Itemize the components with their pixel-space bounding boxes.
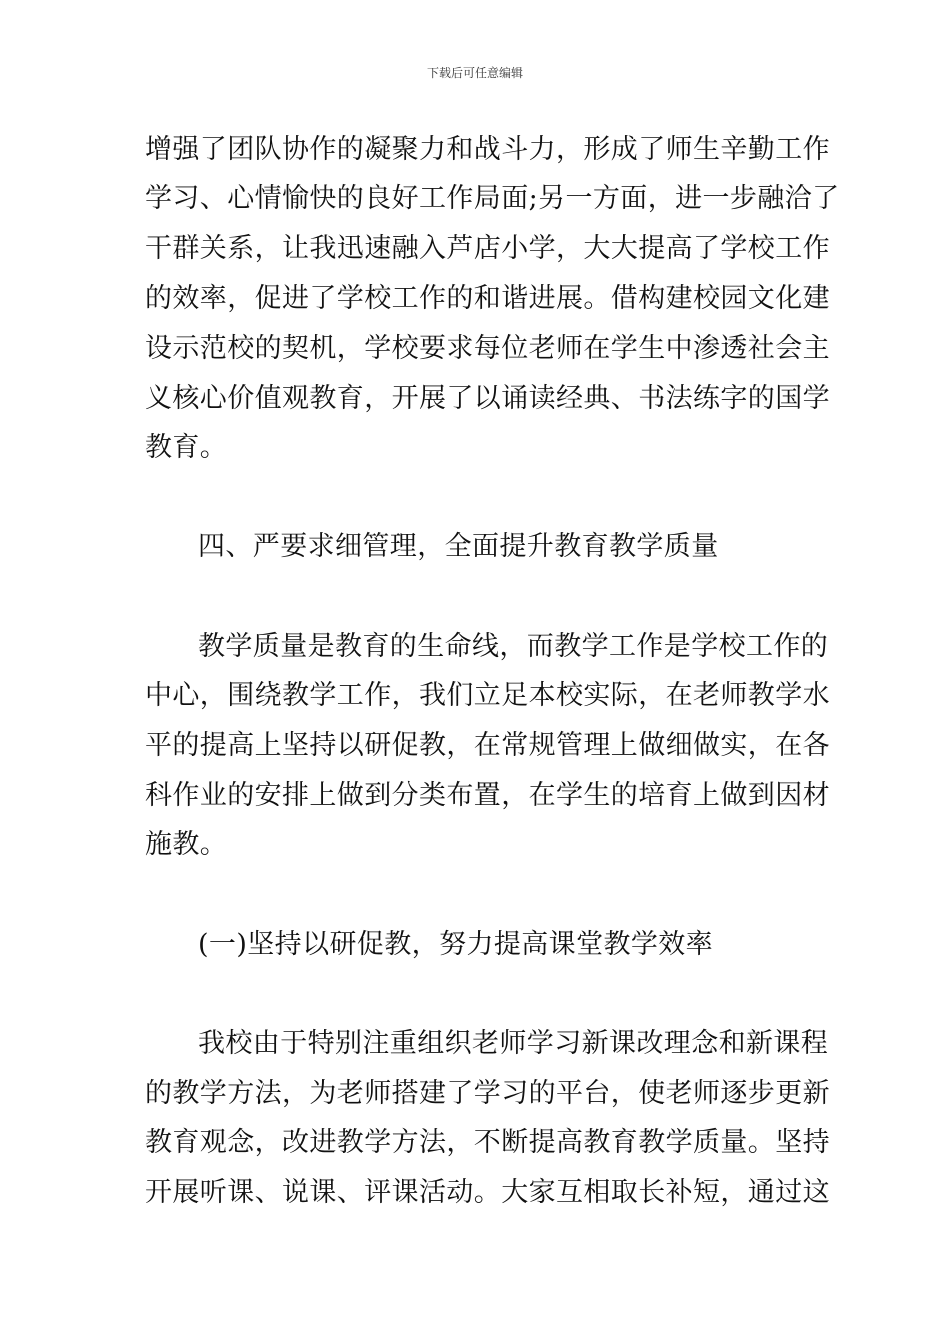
text-line: 我校由于特别注重组织老师学习新课改理念和新课程 <box>198 1028 829 1059</box>
text-line: 的教学方法，为老师搭建了学习的平台，使老师逐步更新 <box>145 1078 830 1109</box>
text-line: 施教。 <box>145 829 228 860</box>
text-line: 教育观念，改进教学方法，不断提高教育教学质量。坚持 <box>145 1127 830 1158</box>
text-line: 设示范校的契机，学校要求每位老师在学生中渗透社会主 <box>145 333 830 364</box>
text-line: 教学质量是教育的生命线，而教学工作是学校工作的 <box>198 631 829 662</box>
text-line: 增强了团队协作的凝聚力和战斗力，形成了师生辛勤工作 <box>145 134 830 165</box>
text-line: 义核心价值观教育，开展了以诵读经典、书法练字的国学 <box>145 383 830 414</box>
text-line: 开展听课、说课、评课活动。大家互相取长补短，通过这 <box>145 1177 830 1208</box>
text-line: 中心，围绕教学工作，我们立足本校实际，在老师教学水 <box>145 680 830 711</box>
text-line: 科作业的安排上做到分类布置，在学生的培育上做到因材 <box>145 780 830 811</box>
subsection-heading: (一)坚持以研促教，努力提高课堂教学效率 <box>198 929 714 960</box>
text-line: 学习、心情愉快的良好工作局面;另一方面，进一步融洽了 <box>145 183 840 214</box>
text-line: 干群关系，让我迅速融入芦店小学，大大提高了学校工作 <box>145 233 830 264</box>
text-line: 教育。 <box>145 432 228 463</box>
page-header: 下载后可任意编辑 <box>426 66 523 80</box>
text-line: 的效率，促进了学校工作的和谐进展。借构建校园文化建 <box>145 283 830 314</box>
text-line: 平的提高上坚持以研促教，在常规管理上做细做实，在各 <box>145 730 830 761</box>
section-heading: 四、严要求细管理，全面提升教育教学质量 <box>198 531 719 562</box>
